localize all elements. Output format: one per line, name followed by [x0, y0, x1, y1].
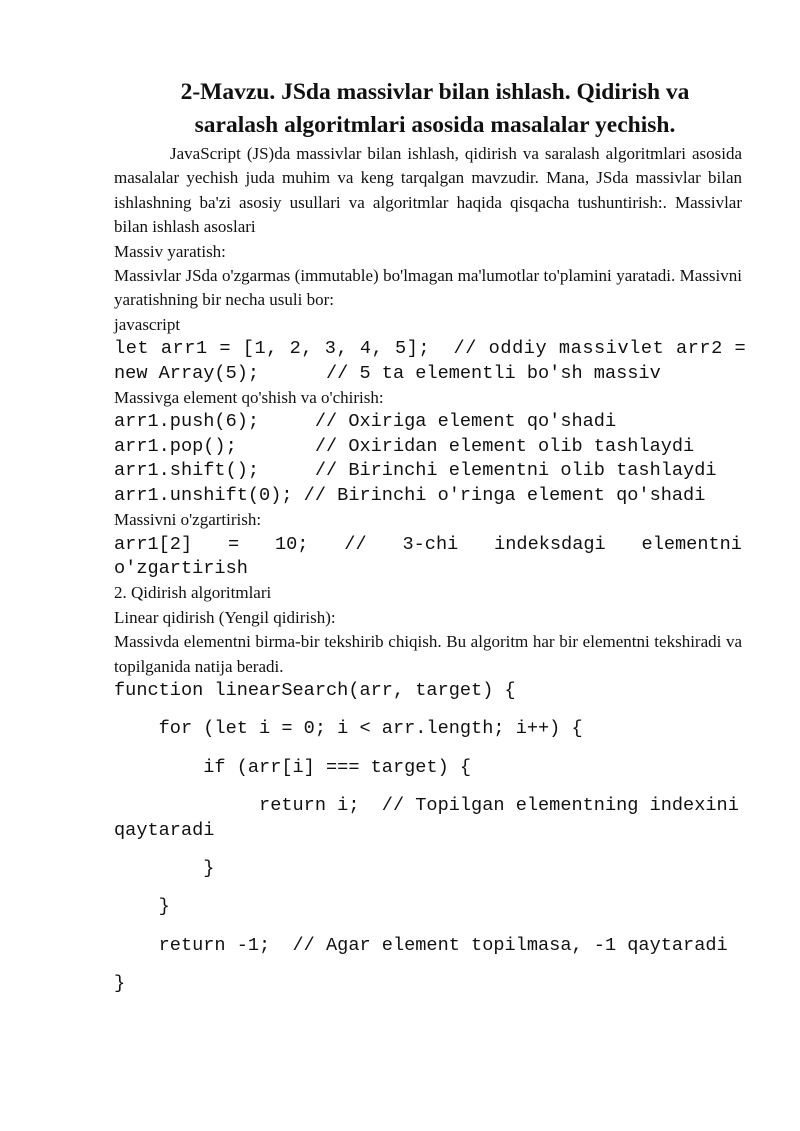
code-line: arr1.shift(); // Birinchi elementni olib tashlaydi [114, 460, 717, 482]
modify-code-block [114, 533, 742, 582]
create-heading: Massiv yaratish: [114, 241, 226, 261]
code-line: } [114, 896, 170, 918]
add-remove-heading: Massivga element qo'shish va o'chirish: [114, 388, 384, 408]
code-line-justified [114, 533, 742, 557]
page-title [114, 76, 742, 142]
code-line: for (let i = 0; i < arr.length; i++) { [114, 718, 583, 740]
code-line: qaytaradi [114, 819, 215, 841]
code-token: arr1[2] [114, 533, 193, 555]
modify-heading: Massivni o'zgartirish: [114, 510, 262, 530]
code-token: elementni [641, 533, 742, 555]
document-page [114, 76, 747, 997]
search-heading: 2. Qidirish algoritmlari [114, 583, 272, 603]
intro-paragraph: JavaScript (JS)da massivlar bilan ishlash, qidirish va saralash algoritmlari asosida masalalar yechish juda muhim va keng tarqalgan mavzudir. Mana, JSda massivlar bilan ishlashning ba'zi asosiy usullari va algoritmlar haqida qisqacha tushuntirish:. Massivlar bilan ishlash asoslari [114, 144, 742, 237]
linear-heading: Linear qidirish (Yengil qidirish): [114, 607, 336, 627]
code-line: function linearSearch(arr, target) { [114, 679, 516, 701]
title-line-1: 2-Mavzu. JSda massivlar bilan ishlash. Qidirish va [180, 79, 690, 105]
code-token: 10; [274, 533, 309, 555]
code-token: 3-chi [402, 533, 459, 555]
code-token: = [227, 533, 240, 555]
add-remove-code-block [114, 410, 742, 508]
code-line: arr1.pop(); // Oxiridan element olib tashlaydi [114, 435, 695, 457]
code-line: } [114, 857, 215, 879]
code-line: arr1.push(6); // Oxiriga element qo'shadi [114, 411, 617, 433]
code-line: arr1.unshift(0); // Birinchi o'ringa element qo'shadi [114, 484, 706, 506]
code-line: o'zgartirish [114, 557, 248, 579]
function-code-block [114, 679, 742, 997]
linear-description: Massivda elementni birma-bir tekshirib chiqish. Bu algoritm har bir elementni tekshiradi va topilganida natija beradi. [114, 632, 742, 676]
code-line: let arr1 = [1, 2, 3, 4, 5]; // oddiy massivlet arr2 = [114, 338, 747, 360]
code-line: return i; // Topilgan elementning indexini [114, 795, 739, 817]
code-token: indeksdagi [494, 533, 606, 555]
language-label: javascript [114, 314, 181, 334]
code-line: return -1; // Agar element topilmasa, -1 qaytaradi [114, 934, 728, 956]
code-line: } [114, 973, 126, 995]
create-description: Massivlar JSda o'zgarmas (immutable) bo'lmagan ma'lumotlar to'plamini yaratadi. Massivni yaratishning bir necha usuli bor: [114, 266, 742, 310]
code-line: new Array(5); // 5 ta elementli bo'sh massiv [114, 362, 661, 384]
title-line-2: saralash algoritmlari asosida masalalar yechish. [194, 112, 676, 138]
create-code-block [114, 337, 747, 386]
code-line: if (arr[i] === target) { [114, 756, 472, 778]
code-token: // [344, 533, 367, 555]
